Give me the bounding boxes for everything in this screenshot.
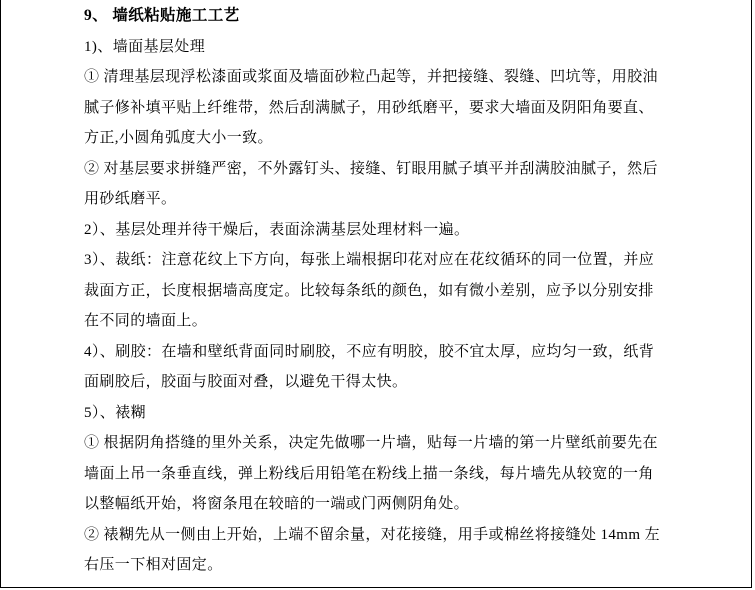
text-line: ② 裱糊先从一侧由上开始，上端不留余量，对花接缝，用手或棉丝将接缝处 14mm 左 <box>84 526 660 543</box>
document-body <box>84 1 676 581</box>
text-line: 裁面方正，长度根据墙高度定。比较每条纸的颜色，如有微小差别，应予以分别安排 <box>84 282 654 299</box>
text-line: 5）、裱糊 <box>84 404 147 421</box>
text-line: 腻子修补填平贴上纤维带，然后刮满腻子，用砂纸磨平，要求大墙面及阴阳角要直、 <box>84 99 654 116</box>
text-line: 用砂纸磨平。 <box>84 191 177 207</box>
text-line: 3）、裁纸：注意花纹上下方向，每张上端根据印花对应在花纹循环的同一位置，并应 <box>84 252 655 268</box>
section-title: 9、 墙纸粘贴施工工艺 <box>84 7 240 24</box>
text-line: ① 根据阴角搭缝的里外关系，决定先做哪一片墙，贴每一片墙的第一片壁纸前要先在 <box>84 435 658 451</box>
text-line: 1)、墙面基层处理 <box>84 38 206 55</box>
text-line: ① 清理基层现浮松漆面或浆面及墙面砂粒凸起等，并把接缝、裂缝、凹坑等，用胶油 <box>84 69 658 85</box>
text-line: 右压一下相对固定。 <box>84 557 223 573</box>
text-line: 2）、基层处理并待干燥后，表面涂满基层处理材料一遍。 <box>84 221 470 238</box>
text-line: 4）、刷胶：在墙和壁纸背面同时刷胶，不应有明胶，胶不宜太厚，应均匀一致，纸背 <box>84 343 655 360</box>
text-line: 面刷胶后，胶面与胶面对叠，以避免干得太快。 <box>84 374 408 390</box>
text-line: 以整幅纸开始，将窗条甩在较暗的一端或门两侧阴角处。 <box>84 496 470 512</box>
text-line: 方正,小圆角弧度大小一致。 <box>84 130 273 146</box>
text-line: ② 对基层要求拼缝严密，不外露钉头、接缝、钉眼用腻子填平并刮满胶油腻子，然后 <box>84 160 658 177</box>
text-line: 在不同的墙面上。 <box>84 313 208 329</box>
text-line: 墙面上吊一条垂直线，弹上粉线后用铅笔在粉线上描一条线，每片墙先从较宽的一角 <box>84 465 654 482</box>
